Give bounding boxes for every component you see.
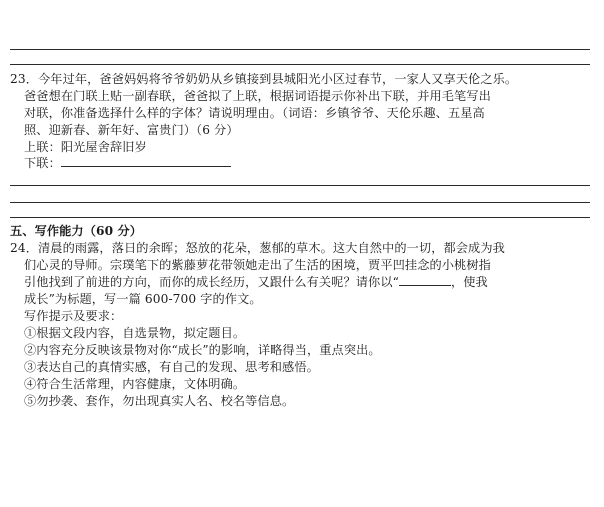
- answer-rule: [10, 49, 590, 50]
- hint-item: ⑤勿抄袭、套作，勿出现真实人名、校名等信息。: [24, 394, 295, 408]
- section-title: 五、写作能力（60 分）: [10, 224, 143, 238]
- hint-item: ④符合生活常理，内容健康，文体明确。: [24, 377, 246, 391]
- answer-rule: [10, 64, 590, 65]
- q24-line-4: 成长”为标题，写一篇 600-700 字的作文。: [24, 292, 262, 306]
- hint-item: ③表达自己的真情实感，有自己的发现、思考和感悟。: [24, 360, 319, 374]
- q23-line-2: 爸爸想在门联上贴一副春联，爸爸拟了上联，根据词语提示你补出下联，并用毛笔写出: [24, 89, 491, 103]
- title-blank[interactable]: [399, 275, 451, 286]
- q23-line-1: 23．今年过年，爸爸妈妈将爷爷奶奶从乡镇接到县城阳光小区过春节，一家人又享天伦之乐。: [10, 72, 518, 86]
- lower-couplet-label: 下联：: [24, 156, 61, 170]
- lower-couplet-answer-line[interactable]: [61, 156, 231, 167]
- hint-item: ②内容充分反映该景物对你“成长”的影响，详略得当，重点突出。: [24, 343, 381, 357]
- hints-title: 写作提示及要求：: [24, 309, 123, 323]
- q24-line-2: 们心灵的导师。宗璞笔下的紫藤萝花带领她走出了生活的困境，贾平凹挂念的小桃树指: [24, 258, 491, 272]
- answer-rule: [10, 217, 590, 218]
- upper-couplet: 上联：阳光屋舍辞旧岁: [24, 140, 147, 154]
- q24-line-3-after: ，使我: [450, 275, 488, 289]
- q24-line-1: 24．清晨的雨露，落日的余晖；怒放的花朵，葱郁的草木。这大自然中的一切，都会成为我: [10, 241, 505, 255]
- hint-item: ①根据文段内容，自选景物，拟定题目。: [24, 326, 246, 340]
- q24-line-3-before: 引他找到了前进的方向，而你的成长经历，又跟什么有关呢？请你以“: [24, 275, 399, 289]
- q23-line-3: 对联，你准备选择什么样的字体？请说明理由。（词语：乡镇爷爷、天伦乐趣、五星高: [24, 106, 485, 120]
- answer-rule: [10, 185, 590, 186]
- q24-line-3: [24, 275, 488, 290]
- lower-couplet-row: [24, 156, 231, 171]
- answer-rule: [10, 202, 590, 203]
- q23-line-4: 照、迎新春、新年好、富贵门）（6 分）: [24, 123, 239, 137]
